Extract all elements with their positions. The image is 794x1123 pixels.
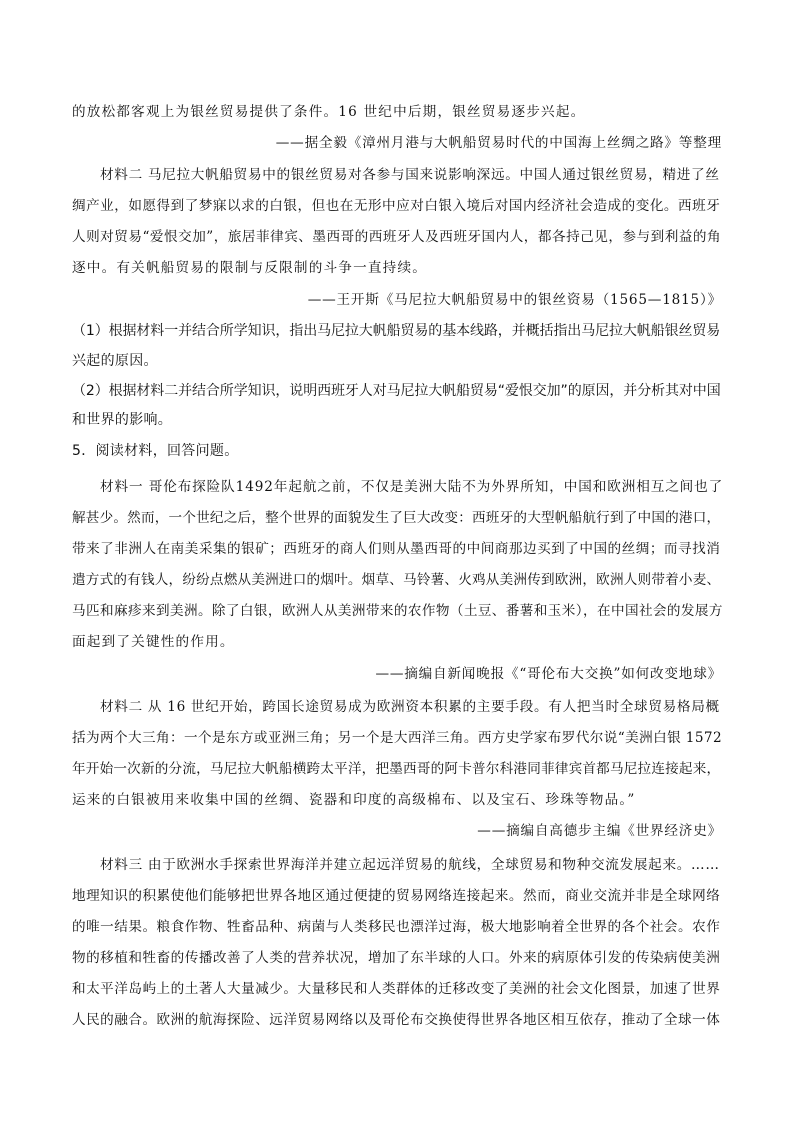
paragraph-line: 的放松都客观上为银丝贸易提供了条件。16 世纪中后期，银丝贸易逐步兴起。 [72, 104, 586, 120]
source-citation: ——摘编自新闻晚报《“哥伦布大交换”如何改变地球》 [375, 666, 722, 682]
material-three-line: 人民的融合。欧洲的航海探险、远洋贸易网络以及哥伦布交换使得世界各地区相互依存，推动了全球一体 [72, 1012, 721, 1028]
material-two-line: 材料二 马尼拉大帆船贸易中的银丝贸易对各参与国来说影响深远。中国人通过银丝贸易，精进了丝 [100, 167, 720, 183]
material-one-line: 材料一 哥伦布探险队1492年起航之前，不仅是美洲大陆不为外界所知，中国和欧洲相互之间也了 [100, 479, 724, 495]
material-one-line: 面起到了关键性的作用。 [72, 634, 235, 650]
material-two-line: 人则对贸易“爱恨交加”，旅居菲律宾、墨西哥的西班牙人及西班牙国内人，都各持己见，参与到利益的角 [72, 229, 722, 245]
source-citation: ——王开斯《马尼拉大帆船贸易中的银丝资易（1565—1815）》 [307, 292, 722, 308]
material-three-line: 的唯一结果。粮食作物、牲畜品种、病菌与人类移民也漂洋过海，极大地影响着全世界的各个社会。农作 [72, 919, 721, 935]
material-three-line: 材料三 由于欧洲水手探索世界海洋并建立起远洋贸易的航线，全球贸易和物种交流发展起来。…… [100, 857, 720, 873]
material-two-line: 年开始一次新的分流，马尼拉大帆船横跨太平洋，把墨西哥的阿卡普尔科港同菲律宾首都马尼拉连接起来， [72, 761, 721, 777]
material-two-line: 绸产业，如愿得到了梦寐以求的白银，但也在无形中应对白银入境后对国内经济社会造成的变化。西班牙 [72, 198, 721, 214]
material-two-line: 括为两个大三角：一个是东方或亚洲三角；另一个是大西洋三角。西方史学家布罗代尔说“美洲白银 1572 [72, 730, 722, 746]
material-two-line: 运来的白银被用来收集中国的丝绸、瓷器和印度的高级棉布、以及宝石、珍珠等物品。” [72, 792, 636, 808]
question-1-line: 兴起的原因。 [72, 353, 158, 369]
source-citation: ——摘编自高德步主编《世界经济史》 [477, 823, 722, 839]
material-three-line: 和太平洋岛屿上的土著人大量减少。大量移民和人类群体的迁移改变了美洲的社会文化图景，加速了世界 [72, 981, 721, 997]
question-5-heading: 5．阅读材料，回答问题。 [72, 443, 239, 459]
material-two-line: 材料二 从 16 世纪开始，跨国长途贸易成为欧洲资本积累的主要手段。有人把当时全球贸易格局概 [100, 699, 720, 715]
source-citation: ——据全毅《漳州月港与大帆船贸易时代的中国海上丝绸之路》等整理 [275, 135, 722, 151]
material-one-line: 马匹和麻疹来到美洲。除了白银，欧洲人从美洲带来的农作物（土豆、番薯和玉米），在中国社会的发展方 [72, 603, 723, 619]
question-2-line: 和世界的影响。 [72, 412, 173, 428]
question-2-line: （2）根据材料二并结合所学知识，说明西班牙人对马尼拉大帆船贸易“爱恨交加”的原因，并分析其对中国 [72, 383, 721, 399]
material-one-line: 带来了非洲人在南美采集的银矿；西班牙的商人们则从墨西哥的中间商那边买到了中国的丝绸；而寻找消 [72, 541, 721, 557]
material-two-line: 逐中。有关帆船贸易的限制与反限制的斗争一直持续。 [72, 260, 428, 276]
material-three-line: 地理知识的积累使他们能够把世界各地区通过便捷的贸易网络连接起来。然而，商业交流并非是全球网络 [72, 888, 721, 904]
material-one-line: 解甚少。然而，一个世纪之后，整个世界的面貌发生了巨大改变：西班牙的大型帆船航行到了中国的港口， [72, 510, 721, 526]
material-one-line: 遣方式的有钱人，纷纷点燃从美洲进口的烟叶。烟草、马铃薯、火鸡从美洲传到欧洲，欧洲人则带着小麦、 [72, 572, 721, 588]
material-three-line: 物的移植和牲畜的传播改善了人类的营养状况，增加了东半球的人口。外来的病原体引发的传染病使美洲 [72, 950, 721, 966]
question-1-line: （1）根据材料一并结合所学知识，指出马尼拉大帆船贸易的基本线路，并概括指出马尼拉大帆船银丝贸易 [72, 323, 721, 339]
